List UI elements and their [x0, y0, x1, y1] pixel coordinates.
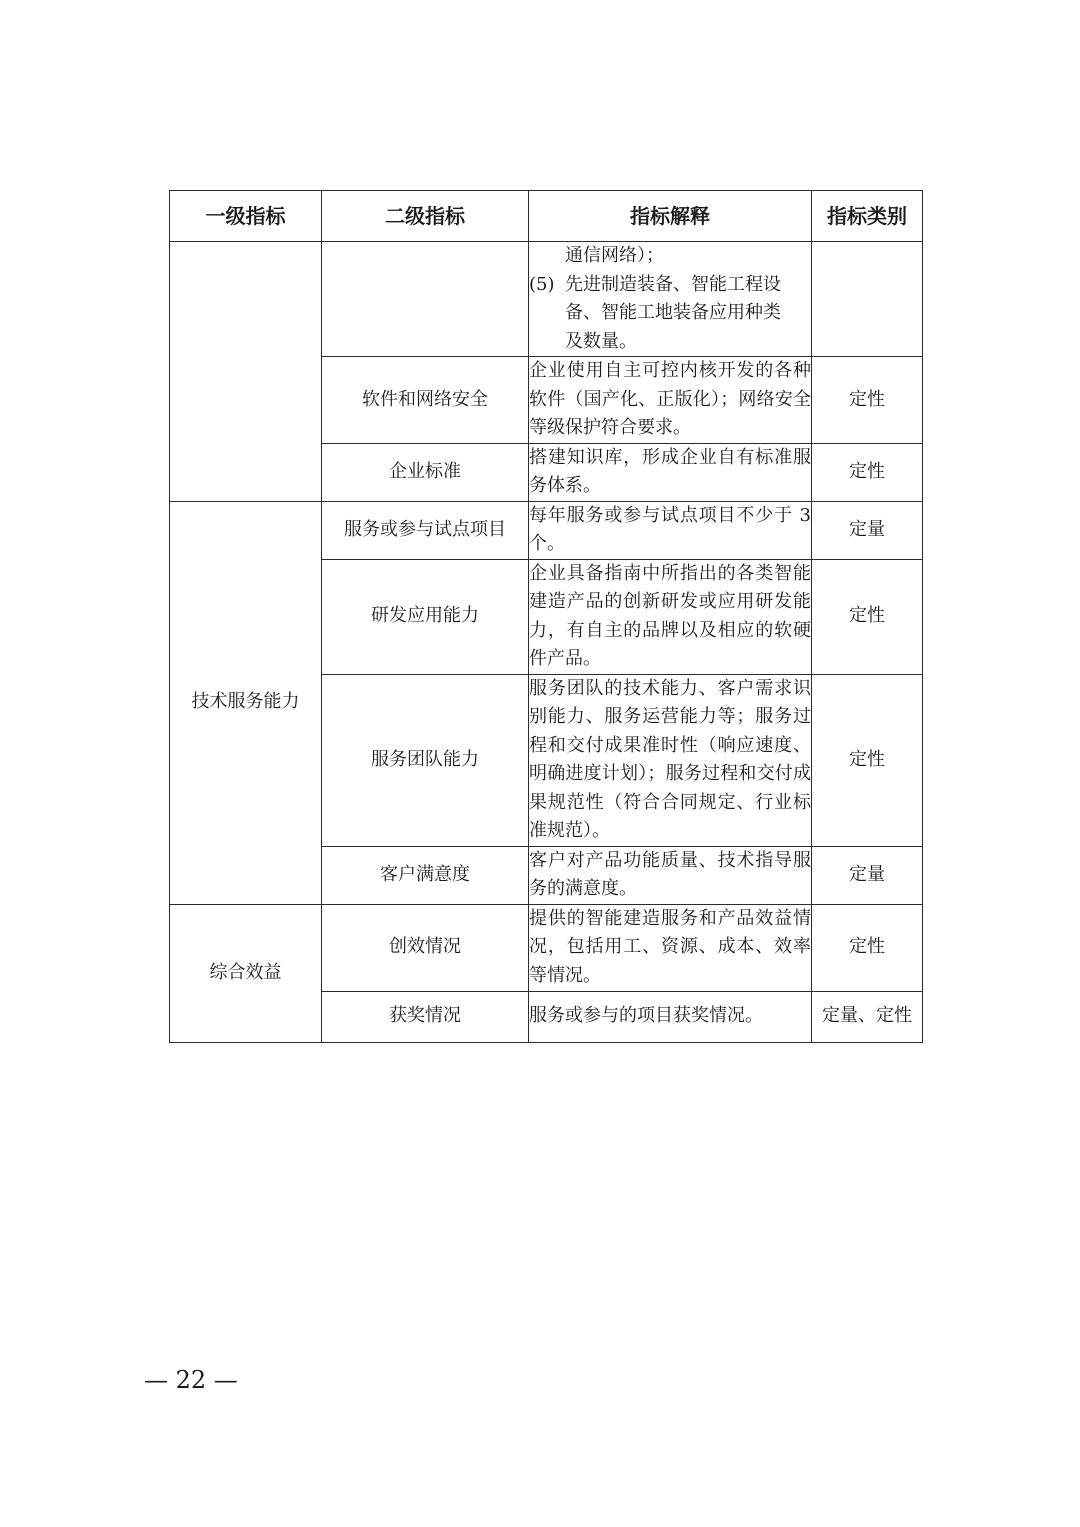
category-cell: 定性: [812, 674, 923, 846]
level1-cell: 综合效益: [170, 904, 322, 1042]
explanation-continued: [529, 242, 812, 357]
explanation-cell: 客户对产品功能质量、技术指导服务的满意度。: [529, 846, 812, 904]
category-cell: 定量、定性: [812, 991, 923, 1042]
level2-cell: 研发应用能力: [322, 559, 529, 674]
explanation-cell: 服务团队的技术能力、客户需求识别能力、服务运营能力等；服务过程和交付成果准时性（响应速度、明确进度计划）；服务过程和交付成果规范性（符合合同规定、行业标准规范）。: [529, 674, 812, 846]
indicator-table: [169, 190, 923, 1043]
level2-cell: 客户满意度: [322, 846, 529, 904]
category-cell: 定性: [812, 443, 923, 501]
table-row: [170, 904, 923, 991]
header-explanation: 指标解释: [529, 191, 812, 242]
explanation-cell: 搭建知识库，形成企业自有标准服务体系。: [529, 443, 812, 501]
category-cell-empty: [812, 242, 923, 357]
level1-cell-continued: [170, 242, 322, 502]
level2-cell: 软件和网络安全: [322, 357, 529, 444]
level2-cell: 获奖情况: [322, 991, 529, 1042]
explanation-cell: 企业使用自主可控内核开发的各种软件（国产化、正版化）；网络安全等级保护符合要求。: [529, 357, 812, 444]
category-cell: 定量: [812, 501, 923, 559]
level2-cell-empty: [322, 242, 529, 357]
table-row: [170, 242, 923, 357]
explanation-line: 备、智能工地装备应用种类: [565, 302, 781, 323]
category-cell: 定性: [812, 904, 923, 991]
explanation-line: 及数量。: [565, 330, 637, 352]
category-cell: 定性: [812, 559, 923, 674]
header-level2: 二级指标: [322, 191, 529, 242]
explanation-cell: 服务或参与的项目获奖情况。: [529, 991, 812, 1042]
level2-cell: 服务团队能力: [322, 674, 529, 846]
item-number: (5): [529, 273, 555, 295]
header-category: 指标类别: [812, 191, 923, 242]
category-cell: 定量: [812, 846, 923, 904]
explanation-cell: 企业具备指南中所指出的各类智能建造产品的创新研发或应用研发能力，有自主的品牌以及相应的软硬件产品。: [529, 559, 812, 674]
explanation-line: 通信网络）；: [565, 245, 664, 266]
explanation-line: 先进制造装备、智能工程设: [565, 273, 781, 295]
table-row: [170, 501, 923, 559]
explanation-cell: 每年服务或参与试点项目不少于 3 个。: [529, 501, 812, 559]
explanation-cell: 提供的智能建造服务和产品效益情况，包括用工、资源、成本、效率等情况。: [529, 904, 812, 991]
level1-cell: 技术服务能力: [170, 501, 322, 904]
category-cell: 定性: [812, 357, 923, 444]
page-number: — 22 —: [144, 1366, 238, 1394]
header-level1: 一级指标: [170, 191, 322, 242]
level2-cell: 创效情况: [322, 904, 529, 991]
table-header-row: [170, 191, 923, 242]
level2-cell: 服务或参与试点项目: [322, 501, 529, 559]
level2-cell: 企业标准: [322, 443, 529, 501]
